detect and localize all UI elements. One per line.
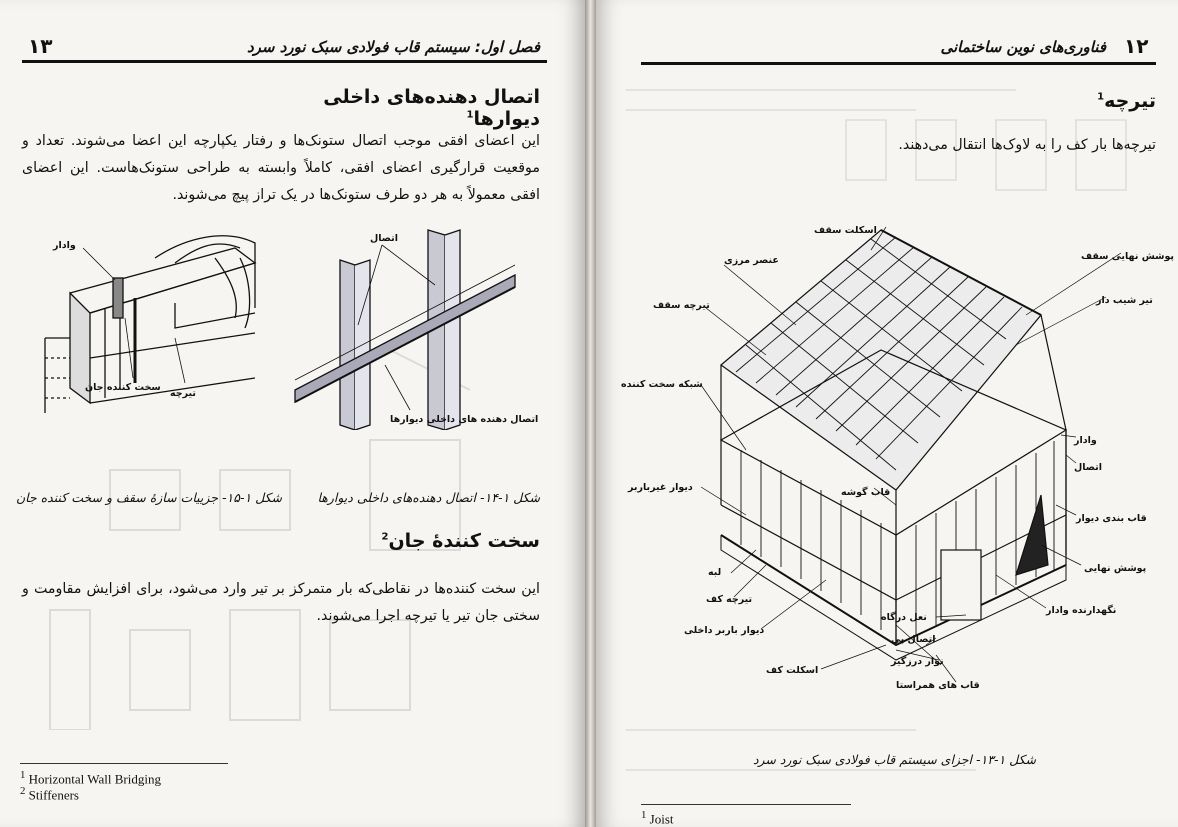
section-heading	[260, 86, 540, 130]
section2-heading	[340, 530, 540, 552]
label-wall-sheathing: پوشش نهایی	[1084, 563, 1147, 574]
label-ridge-member: عنصر مرزی	[724, 255, 779, 266]
label-ceiling-joist: تیرچه سقف	[653, 300, 710, 311]
left-page	[0, 0, 585, 827]
figure-14-caption: شکل ۱-۱۴- اتصال دهنده‌های داخلی دیوارها	[317, 490, 540, 505]
figure-cfs-system	[596, 205, 1178, 700]
footnote-marker: 1	[1097, 91, 1105, 103]
label-connection: اتصال	[1074, 462, 1102, 473]
label-bracing: شبکه سخت کننده	[621, 379, 703, 390]
footnote-2: $^2$ Stiffeners	[20, 785, 79, 803]
figure-13-caption: شکل ۱-۱۳- اجزای سیستم قاب فولادی سبک نورد سرد	[752, 752, 1036, 767]
label-connection: اتصال	[370, 233, 398, 244]
label-roof-frame: اسکلت سقف	[814, 225, 877, 236]
footnote-rule	[20, 763, 228, 764]
section2-heading-text: سخت کنندهٔ جان	[388, 530, 540, 552]
section-heading	[996, 90, 1156, 112]
book-gutter	[585, 0, 596, 827]
figure-wall-bridging	[290, 215, 540, 430]
label-joist: تیرچه	[170, 388, 196, 399]
label-floor-joist: تیرچه کف	[706, 594, 753, 605]
right-page	[596, 0, 1178, 827]
label-gusset: قاب گوشه	[841, 487, 891, 498]
section-body: تیرچه‌ها بار کف را به لاوک‌ها انتقال می‌دهند.	[898, 137, 1156, 153]
left-page-number: ۱۳	[28, 34, 53, 58]
label-floor-frame: اسکلت کف	[766, 665, 819, 676]
label-nonbearing-wall: دیوار غیرباربر	[628, 482, 693, 493]
footnote-1: $^1$ Horizontal Wall Bridging	[20, 769, 161, 787]
header-rule	[641, 62, 1156, 65]
footnote-rule	[641, 804, 851, 805]
right-page-number: ۱۲	[1124, 34, 1149, 58]
left-header-title: فصل اول: سیستم قاب فولادی سبک نورد سرد	[246, 38, 540, 56]
right-header-title: فناوری‌های نوین ساختمانی	[940, 38, 1106, 56]
section2-body: این سخت کننده‌ها در نقاطی‌که بار متمرکز بر تیر وارد می‌شود، برای افزایش مقاومت و سختی جان تیر یا تیرچه اجرا می‌شوند.	[22, 581, 540, 624]
label-header-frames: قاب های همراستا	[896, 680, 980, 691]
section-body: این اعضای افقی موجب اتصال ستونک‌ها و رفتار یکپارچه این اعضا می‌شوند. تعداد و موقعیت قرارگیری اعضای افقی، کاملاً وابسته به طراحی ستونک‌هاست. این اعضای افقی معمولاً به هر دو طرف ستونک‌ها در یک تراز پیچ می‌شوند.	[22, 133, 540, 203]
label-bearing-wall: دیوار باربر داخلی	[684, 625, 765, 636]
label-stiffener: سخت کننده جان	[85, 382, 161, 393]
label-bridging: اتصال دهنده های داخلی دیوارها	[390, 414, 539, 425]
label-wall-framing: قاب بندی دیوار	[1076, 513, 1147, 524]
footnote-marker-2: 2	[381, 531, 389, 543]
header-rule	[22, 60, 547, 63]
label-rim: وادار	[53, 240, 76, 251]
footnote-marker: 1	[466, 109, 474, 121]
section-heading-text: تیرچه	[1104, 90, 1156, 112]
label-door-track: نعل درگاه	[881, 612, 927, 623]
section-heading-text: اتصال دهنده‌های داخلی دیوارها	[323, 86, 540, 130]
label-strap: نوار درزگیر	[891, 656, 944, 667]
label-foundation-connection: اتصال پی	[891, 634, 936, 645]
figure-roof-stiffener-detail	[25, 218, 275, 413]
label-rim-holder: نگهدارنده وادار	[1046, 605, 1117, 616]
footnote-1: $^1$ Joist	[641, 809, 674, 827]
label-roof-sheathing: پوشش نهایی سقف	[1081, 251, 1174, 262]
label-rim: لبه	[708, 567, 722, 578]
label-top-track: وادار	[1074, 435, 1097, 446]
label-rafter: تیر شیب دار	[1096, 295, 1153, 306]
figure-15-caption: شکل ۱-۱۵- جزییات سازهٔ سقف و سخت کننده جان	[15, 490, 282, 505]
